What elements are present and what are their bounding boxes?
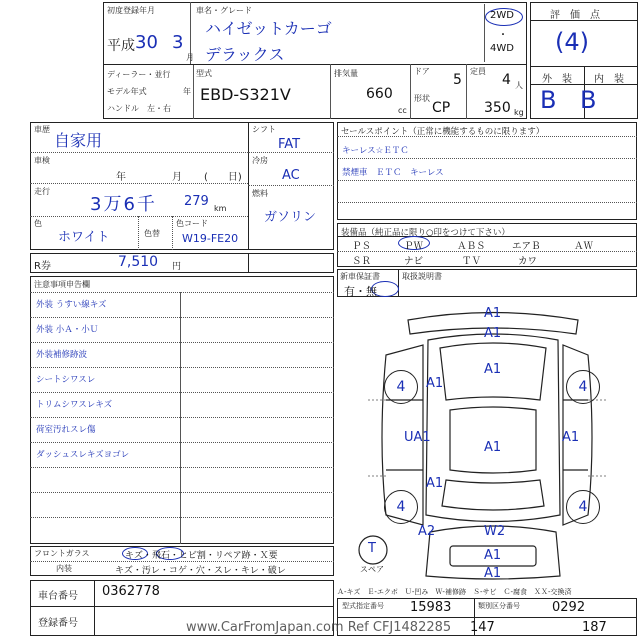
first-registration-label: 初度登録年月: [107, 6, 155, 15]
note-line-5: トリムシワスレキズ: [36, 400, 113, 410]
tire-rear-left: 4: [384, 490, 418, 524]
inspection-year-unit: 年: [116, 172, 126, 183]
recycle-label: R券: [34, 261, 51, 272]
watermark: www.CarFromJapan.com Ref CFJ1482285: [186, 620, 452, 635]
interior-cond-value: キズ・汚レ・コゲ・穴・スレ・キレ・破レ: [115, 566, 286, 576]
note-line-4: シートシワスレ: [36, 375, 96, 385]
tire-front-left: 4: [384, 370, 418, 404]
equip-sr: ＳＲ: [352, 256, 372, 267]
model-year-unit: 年: [183, 87, 191, 96]
exterior-grade: B: [540, 86, 557, 114]
chassis-label: 車台番号: [38, 591, 78, 602]
shift-value: FAT: [278, 137, 301, 152]
usage-value: 自家用: [54, 131, 103, 150]
class-value: 0292: [552, 600, 586, 615]
model-cert-label: 型式指定番号: [342, 602, 384, 610]
model-cert-value: 15983: [410, 600, 452, 615]
spare-tire-text: スペア: [360, 565, 384, 574]
era: 平成: [107, 38, 135, 54]
color-change-label: 色替: [144, 229, 160, 238]
fuel-label: 燃料: [252, 189, 268, 198]
damage-rear-gate: W2: [484, 524, 506, 539]
equip-abs: ＡＢＳ: [457, 241, 486, 252]
front-glass-label: フロントガラス: [34, 549, 90, 558]
rear-window-outline: [442, 480, 544, 510]
interior-label: 内 装: [594, 74, 624, 85]
color-label: 色: [34, 219, 42, 228]
damage-legend: Ａ-キズ Ｅ-エクボ Ｕ-凹み Ｗ-補修跡 Ｓ-サビ Ｃ-腐食 ＸＸ-交換済: [337, 588, 572, 596]
shift-label: シフト: [252, 125, 276, 134]
doors-label: ドア: [414, 67, 430, 76]
score-value: (4): [555, 28, 589, 56]
registration-month: 3: [172, 32, 184, 53]
car-grade: デラックス: [205, 45, 285, 64]
doors-value: 5: [453, 72, 462, 88]
shape-value: CP: [432, 100, 451, 116]
capacity-unit: 人: [515, 81, 523, 90]
registration-year: 30: [135, 32, 158, 53]
usage-label: 車歴: [34, 125, 50, 134]
damage-hood: A1: [484, 362, 502, 377]
note-line-2: 外装 小Ａ・小Ｕ: [36, 325, 99, 335]
load-value: 350: [484, 100, 511, 116]
damage-roof: A1: [484, 440, 502, 455]
damage-rear-bumper-2: A1: [484, 566, 502, 581]
mileage-value: 3万6千: [90, 194, 157, 215]
length-value: 147: [470, 620, 495, 635]
equip-airbag: エアＢ: [512, 241, 541, 252]
class-label: 類別区分番号: [478, 602, 520, 610]
warranty-value: 有・無: [344, 285, 377, 298]
equip-aw: ＡＷ: [574, 241, 594, 252]
drive-4wd: 4WD: [490, 43, 514, 54]
note-line-7: ダッシュスレキズヨゴレ: [36, 450, 130, 460]
mileage-sub: 279: [184, 194, 209, 209]
front-glass-value: キズ・飛石・ヒビ割・リペア跡・Ｘ要: [125, 551, 278, 561]
displacement-value: 660: [366, 86, 393, 102]
sales-line-1: キーレス☆ＥＴＣ: [342, 146, 409, 156]
equip-pw: ＰＷ: [404, 241, 424, 252]
shape-label: 形状: [414, 94, 430, 103]
damage-left-quarter: A2: [418, 524, 436, 539]
inspection-day-unit: ( 日): [204, 172, 242, 183]
tire-front-right: 4: [566, 370, 600, 404]
recycle-unit: 円: [172, 262, 182, 272]
sales-line-2: 禁煙車 ＥＴＣ キーレス: [342, 168, 444, 178]
interior-grade: B: [580, 86, 597, 114]
displacement-unit: cc: [398, 106, 407, 115]
color-code-value: W19-FE20: [182, 232, 239, 245]
recycle-block: [30, 253, 334, 273]
mileage-label: 走行: [34, 187, 50, 196]
note-line-6: 荷室汚れスレ傷: [36, 425, 96, 435]
type-value: EBD-S321V: [200, 85, 291, 104]
exterior-label: 外 装: [542, 74, 572, 85]
note-line-1: 外装 うすい線キズ: [36, 300, 107, 310]
damage-left-rear: A1: [426, 476, 444, 491]
model-year-label: モデル年式: [107, 87, 147, 96]
damage-front-bumper-1: A1: [484, 306, 502, 321]
equip-tv: ＴＶ: [462, 256, 482, 267]
damage-right-door: A1: [562, 430, 580, 445]
notes-title: 注意事項申告欄: [34, 280, 90, 289]
chassis-value: 0362778: [102, 584, 160, 599]
manual-label: 取扱説明書: [402, 272, 442, 281]
handle-label: ハンドル 左・右: [107, 104, 171, 113]
fuel-value: ガソリン: [264, 210, 317, 225]
damage-left-front-fender: A1: [426, 376, 444, 391]
equip-ps: ＰＳ: [352, 241, 372, 252]
damage-front-bumper-2: A1: [484, 326, 502, 341]
interior-cond-label: 内装: [56, 564, 72, 573]
recycle-value: 7,510: [118, 254, 159, 270]
damage-left-door: UA1: [404, 430, 431, 445]
sales-title: セールスポイント（正常に機能するものに限ります）: [341, 127, 545, 137]
color-value: ホワイト: [58, 230, 110, 245]
equip-leather: カワ: [518, 256, 538, 267]
dealer-label: ディーラー・並行: [107, 70, 171, 79]
capacity-label: 定員: [470, 67, 486, 76]
drive-dot: ・: [498, 30, 508, 41]
note-line-3: 外装補修跡波: [36, 350, 88, 360]
type-label: 型式: [196, 69, 212, 78]
width-value: 187: [582, 620, 607, 635]
damage-rear-bumper-1: A1: [484, 548, 502, 563]
equip-navi: ナビ: [404, 256, 424, 267]
aircon-value: AC: [282, 168, 300, 183]
month-unit: 月: [186, 53, 194, 62]
car-name-label: 車名・グレード: [196, 6, 252, 15]
inspection-label: 車検: [34, 156, 50, 165]
capacity-value: 4: [502, 72, 511, 88]
inspection-month-unit: 月: [172, 172, 182, 183]
color-code-label: 色コード: [176, 219, 208, 228]
score-label: 評 価 点: [550, 10, 600, 21]
load-unit: kg: [514, 108, 524, 117]
drive-2wd: 2WD: [490, 10, 514, 21]
equipment-title: 装備品（純正品に限り○印をつけて下さい）: [341, 228, 510, 238]
spare-tire-label: T: [368, 541, 376, 556]
mileage-unit: km: [214, 204, 227, 213]
displacement-label: 排気量: [334, 69, 358, 78]
tire-rear-right: 4: [566, 490, 600, 524]
warranty-label: 新車保証書: [340, 272, 380, 281]
aircon-label: 冷房: [252, 156, 268, 165]
car-name: ハイゼットカーゴ: [205, 19, 332, 38]
registration-label: 登録番号: [38, 618, 78, 629]
